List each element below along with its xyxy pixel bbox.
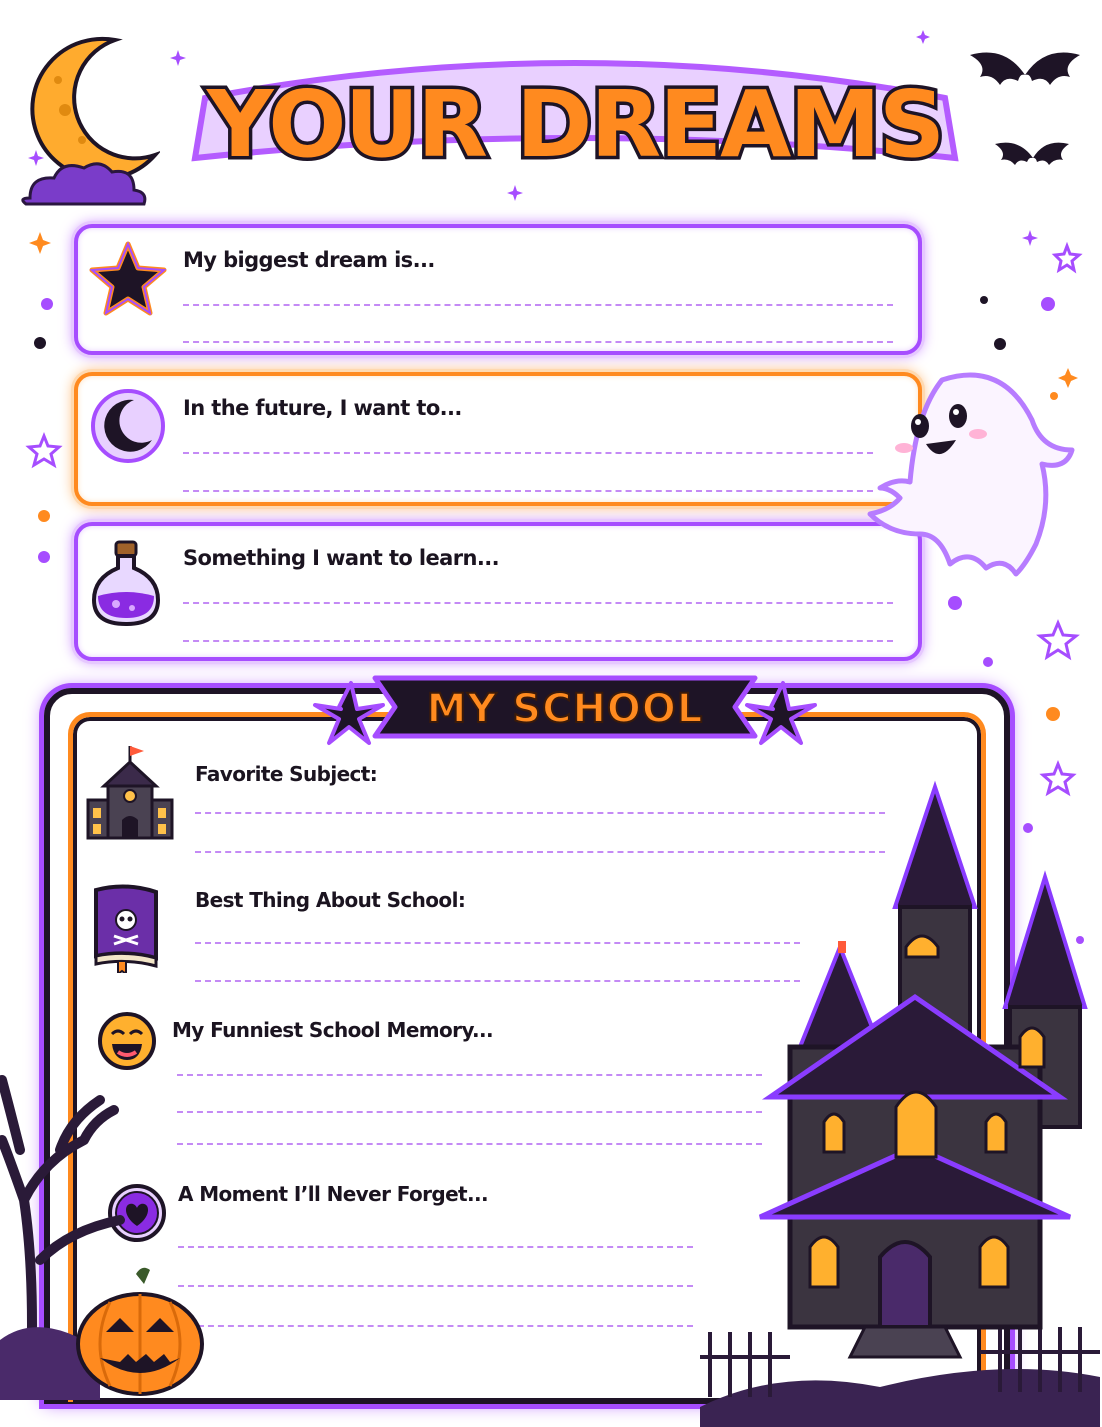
- writing-line[interactable]: [178, 1325, 693, 1327]
- writing-line[interactable]: [183, 602, 893, 604]
- school-prompt-unforgettable-moment: A Moment I’ll Never Forget...: [178, 1182, 488, 1206]
- writing-line[interactable]: [177, 1074, 762, 1076]
- star-icon: [88, 240, 168, 320]
- dream-prompt-future: In the future, I want to...: [183, 396, 462, 420]
- spell-book-icon: [88, 878, 168, 973]
- school-banner: [305, 662, 825, 752]
- writing-line[interactable]: [177, 1143, 762, 1145]
- writing-line[interactable]: [178, 1285, 693, 1287]
- ghost-icon: [862, 360, 1092, 590]
- writing-line[interactable]: [178, 1246, 693, 1248]
- school-prompt-best-thing: Best Thing About School:: [195, 888, 466, 912]
- dream-box-future: [74, 372, 922, 506]
- potion-bottle-icon: [86, 538, 166, 628]
- writing-line[interactable]: [183, 452, 873, 454]
- haunted-house-illustration: [700, 767, 1100, 1427]
- bats-icon: [955, 30, 1085, 190]
- writing-line[interactable]: [183, 490, 873, 492]
- dream-prompt-biggest: My biggest dream is...: [183, 248, 435, 272]
- page-title: YOUR DREAMS: [206, 71, 944, 178]
- school-prompt-funniest-memory: My Funniest School Memory...: [172, 1018, 494, 1042]
- title-banner: [185, 38, 965, 188]
- crescent-moon-icon: [20, 30, 160, 210]
- writing-line[interactable]: [183, 304, 893, 306]
- crescent-moon-icon: [88, 386, 168, 466]
- jack-o-lantern-icon: [70, 1262, 210, 1402]
- dream-prompt-learn: Something I want to learn...: [183, 546, 499, 570]
- school-banner-title: MY SCHOOL: [426, 686, 704, 732]
- writing-line[interactable]: [177, 1111, 762, 1113]
- writing-line[interactable]: [183, 341, 893, 343]
- schoolhouse-icon: [84, 740, 179, 840]
- school-prompt-favorite-subject: Favorite Subject:: [195, 762, 378, 786]
- writing-line[interactable]: [183, 640, 893, 642]
- dream-box-biggest: [74, 224, 922, 355]
